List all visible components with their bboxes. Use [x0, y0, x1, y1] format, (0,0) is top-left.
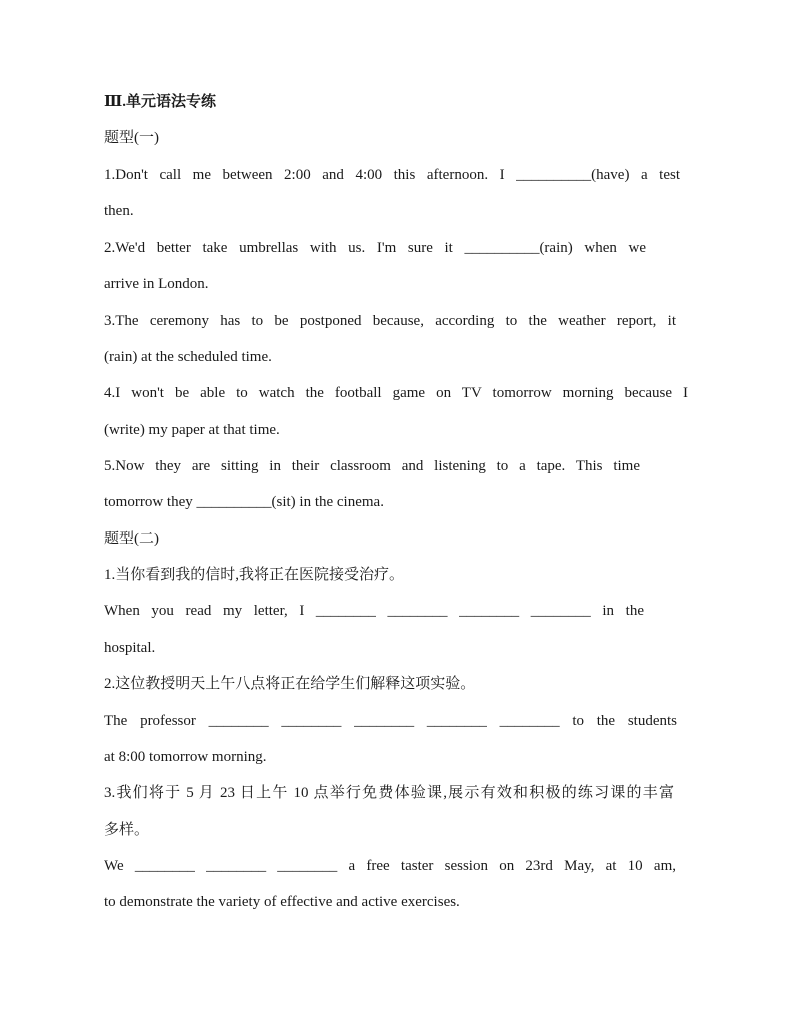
section-title: Ⅲ.单元语法专练: [104, 94, 217, 110]
question-3-line-2: (rain) at the scheduled time.: [104, 349, 272, 365]
question-5-line-2: tomorrow they __________(sit) in the cinema.: [104, 494, 384, 510]
translation-2-chinese: 2.这位教授明天上午八点将正在给学生们解释这项实验。: [104, 676, 476, 692]
question-2-line-2: arrive in London.: [104, 276, 209, 292]
translation-3-chinese-line-1: 3.我们将于 5 月 23 日上午 10 点举行免费体验课,展示有效和积极的练习课的丰富: [104, 785, 674, 801]
translation-2-english-line-1: The professor ________ ________ ________ ________ ________ to the students: [104, 713, 677, 729]
part2-label: 题型(二): [104, 531, 159, 547]
question-4-line-2: (write) my paper at that time.: [104, 422, 280, 438]
question-3-line-1: 3.The ceremony has to be postponed because, according to the weather report, it: [104, 313, 676, 329]
translation-1-english-line-2: hospital.: [104, 640, 156, 656]
translation-3-chinese-line-2: 多样。: [104, 822, 150, 838]
question-1-line-1: 1.Don't call me between 2:00 and 4:00 this afternoon. I __________(have) a test: [104, 167, 680, 183]
question-2-line-1: 2.We'd better take umbrellas with us. I'm sure it __________(rain) when we: [104, 240, 646, 256]
question-5-line-1: 5.Now they are sitting in their classroom and listening to a tape. This time: [104, 458, 640, 474]
translation-1-english-line-1: When you read my letter, I ________ ________ ________ ________ in the: [104, 603, 644, 619]
translation-1-chinese: 1.当你看到我的信时,我将正在医院接受治疗。: [104, 567, 405, 583]
translation-3-english-line-2: to demonstrate the variety of effective and active exercises.: [104, 894, 460, 910]
translation-2-english-line-2: at 8:00 tomorrow morning.: [104, 749, 267, 765]
question-1-line-2: then.: [104, 203, 134, 219]
part1-label: 题型(一): [104, 130, 159, 146]
translation-3-english-line-1: We ________ ________ ________ a free taster session on 23rd May, at 10 am,: [104, 858, 676, 874]
question-4-line-1: 4.I won't be able to watch the football game on TV tomorrow morning because I: [104, 385, 688, 401]
